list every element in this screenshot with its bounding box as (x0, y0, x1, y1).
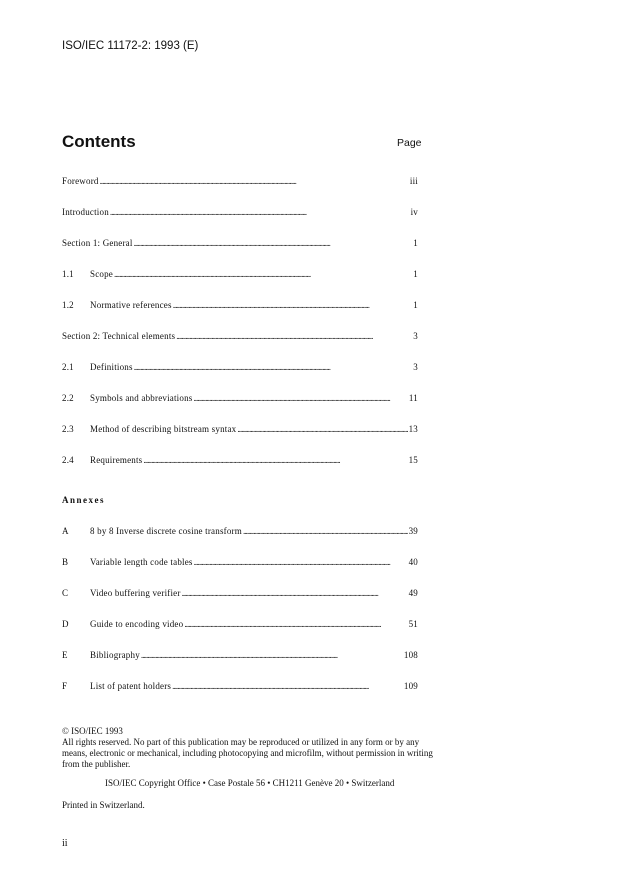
annex-entry-c[interactable] (62, 588, 418, 619)
toc-entry-page: 3 (413, 362, 418, 372)
toc-entry-page: iii (409, 176, 418, 186)
dot-leader (176, 331, 412, 341)
annex-entry-b[interactable] (62, 557, 418, 588)
table-of-contents (62, 176, 418, 486)
annex-letter: C (62, 588, 69, 598)
annex-label: Variable length code tables (90, 557, 193, 567)
toc-entry-label: Section 1: General (62, 238, 133, 248)
document-header: ISO/IEC 11172-2: 1993 (E) (62, 40, 199, 52)
copyright-line: © ISO/IEC 1993 (62, 726, 123, 736)
page-column-label: Page (397, 137, 422, 149)
annex-label: List of patent holders (90, 681, 172, 691)
printed-in-note: Printed in Switzerland. (62, 800, 145, 810)
toc-entry-page: 13 (408, 424, 418, 434)
dot-leader (134, 362, 413, 372)
annex-page: 109 (403, 681, 418, 691)
annex-letter: D (62, 619, 69, 629)
toc-entry-2-3[interactable] (62, 424, 418, 455)
toc-entry-page: 3 (413, 331, 418, 341)
dot-leader (182, 588, 408, 598)
annex-label: Bibliography (90, 650, 140, 660)
toc-entry-1-1[interactable] (62, 269, 418, 300)
copyright-notice (62, 726, 442, 770)
dot-leader (100, 176, 409, 186)
annex-letter: A (62, 526, 69, 536)
dot-leader (134, 238, 413, 248)
dot-leader (194, 393, 408, 403)
toc-entry-number: 2.3 (62, 424, 74, 434)
toc-entry-2-2[interactable] (62, 393, 418, 424)
annex-entry-a[interactable] (62, 526, 418, 557)
annexes-list (62, 526, 418, 712)
toc-entry-page: iv (410, 207, 418, 217)
copyright-office-address: ISO/IEC Copyright Office • Case Postale 56 • CH1211 Genève 20 • Switzerland (105, 778, 395, 788)
dot-leader (184, 619, 407, 629)
annex-page: 49 (408, 588, 418, 598)
dot-leader (172, 681, 403, 691)
toc-entry-number: 2.2 (62, 393, 74, 403)
toc-entry-label: Normative references (90, 300, 172, 310)
annex-page: 51 (408, 619, 418, 629)
annex-letter: F (62, 681, 68, 691)
toc-entry-number: 2.4 (62, 455, 74, 465)
toc-entry-label: Definitions (90, 362, 133, 372)
dot-leader (141, 650, 403, 660)
toc-entry-2-1[interactable] (62, 362, 418, 393)
toc-entry-label: Symbols and abbreviations (90, 393, 193, 403)
annex-letter: E (62, 650, 68, 660)
rights-statement: All rights reserved. No part of this publication may be reproduced or utilized in any form or by any means, electronic or mechanical, including photocopying and microfilm, without permission in writing from the publisher. (62, 737, 433, 769)
dot-leader (110, 207, 410, 217)
toc-entry-label: Foreword (62, 176, 99, 186)
toc-entry-number: 1.2 (62, 300, 74, 310)
annex-page: 39 (408, 526, 418, 536)
toc-entry-label: Method of describing bitstream syntax (90, 424, 237, 434)
dot-leader (114, 269, 412, 279)
toc-entry-introduction[interactable] (62, 207, 418, 238)
annex-entry-e[interactable] (62, 650, 418, 681)
dot-leader (243, 526, 408, 536)
annex-label: Guide to encoding video (90, 619, 184, 629)
toc-entry-section-2[interactable] (62, 331, 418, 362)
contents-title: Contents (62, 132, 136, 151)
toc-entry-1-2[interactable] (62, 300, 418, 331)
toc-entry-label: Scope (90, 269, 113, 279)
toc-entry-2-4[interactable] (62, 455, 418, 486)
page-number: ii (62, 838, 68, 849)
toc-entry-page: 15 (408, 455, 418, 465)
toc-entry-number: 2.1 (62, 362, 74, 372)
toc-entry-page: 1 (413, 238, 418, 248)
dot-leader (173, 300, 413, 310)
annex-entry-d[interactable] (62, 619, 418, 650)
dot-leader (143, 455, 407, 465)
annex-label: Video buffering verifier (90, 588, 181, 598)
toc-entry-label: Section 2: Technical elements (62, 331, 176, 341)
dot-leader (237, 424, 407, 434)
toc-entry-section-1[interactable] (62, 238, 418, 269)
dot-leader (194, 557, 408, 567)
toc-entry-label: Requirements (90, 455, 143, 465)
annex-page: 108 (403, 650, 418, 660)
annex-label: 8 by 8 Inverse discrete cosine transform (90, 526, 242, 536)
annex-letter: B (62, 557, 69, 567)
toc-entry-number: 1.1 (62, 269, 74, 279)
toc-entry-foreword[interactable] (62, 176, 418, 207)
toc-entry-label: Introduction (62, 207, 109, 217)
toc-entry-page: 1 (413, 269, 418, 279)
annex-page: 40 (408, 557, 418, 567)
toc-entry-page: 11 (408, 393, 418, 403)
annexes-heading: Annexes (62, 495, 106, 505)
toc-entry-page: 1 (413, 300, 418, 310)
annex-entry-f[interactable] (62, 681, 418, 712)
